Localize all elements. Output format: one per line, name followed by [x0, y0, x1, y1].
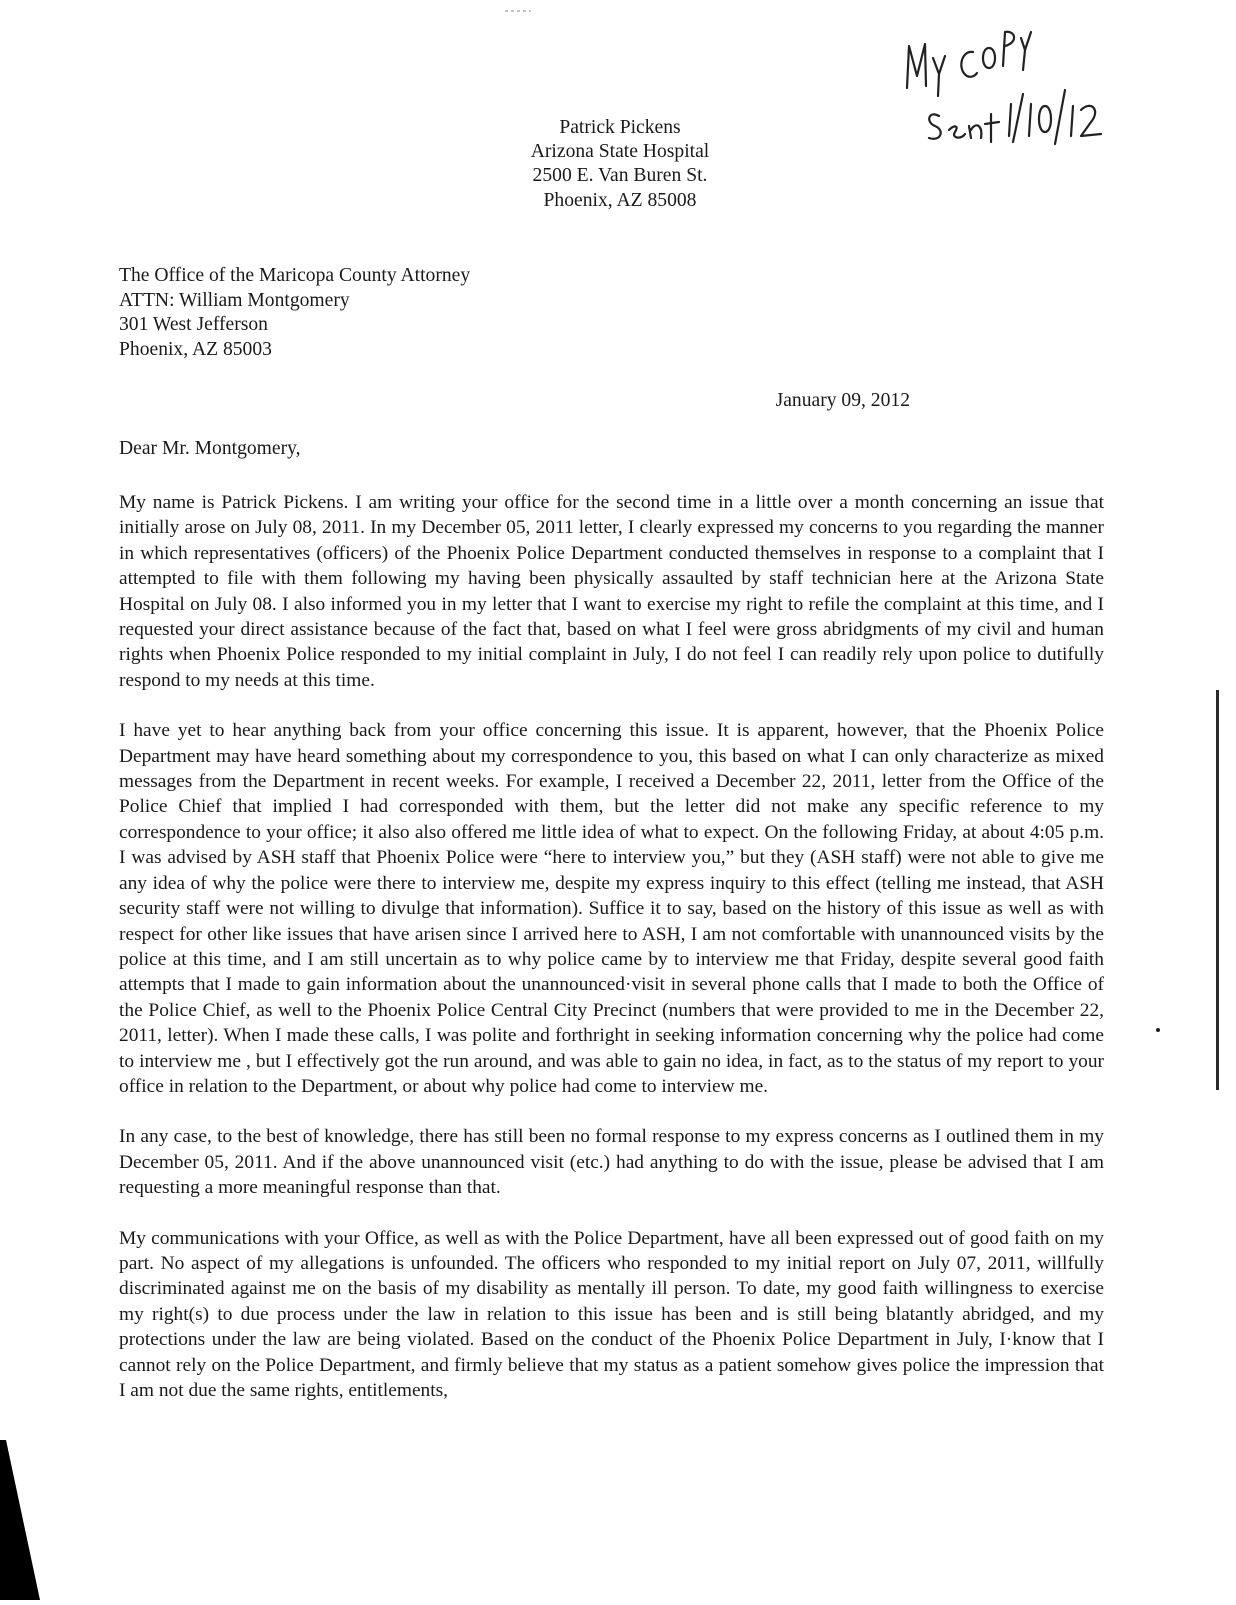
sender-address [470, 116, 770, 213]
recipient-office: The Office of the Maricopa County Attorney [119, 265, 471, 286]
paragraph: My name is Patrick Pickens. I am writing your office for the second time in a little over a month concerning an issue that initially arose on July 08, 2011. In my December 05, 2011 letter, I clearly expressed my concerns to you regarding the manner in which representatives (officers) of the Phoenix Police Department conducted themselves in response to a complaint that I attempted to file with them following my having been physically assaulted by staff technician here at the Arizona State Hospital on July 08. I also informed you in my letter that I want to exercise my right to refile the complaint at this time, and I requested your direct assistance because of the fact that, based on what I feel were gross abridgments of my civil and human rights when Phoenix Police responded to my initial complaint in July, I do not feel I can readily rely upon police to dutifully respond to my needs at this time. [119, 492, 1104, 691]
handwritten-note [895, 18, 1115, 158]
sender-city: Phoenix, AZ 85008 [543, 189, 697, 211]
letter-date: January 09, 2012 [775, 390, 910, 411]
sender-street: 2500 E. Van Buren St. [532, 165, 708, 187]
recipient-city: Phoenix, AZ 85003 [119, 338, 272, 360]
scan-mark [503, 0, 533, 4]
paragraph: I have yet to hear anything back from your office concerning this issue. It is apparent, however, that the Phoenix Police Department may have heard something about my correspondence to you, this based on what I can only characterize as mixed messages from the Department in recent weeks. For example, I received a December 22, 2011, letter from the Office of the Police Chief that implied I had corresponded with them, but the letter did not make any specific reference to my correspondence to your office; it also also offered me little idea of what to expect. On the following Friday, at about 4:05 p.m. I was advised by ASH staff that Phoenix Police were “here to interview you,” but they (ASH staff) were not able to give me any idea of why the police were there to interview me, despite my express inquiry to this effect (telling me instead, that ASH security staff were not willing to divulge that information). Suffice it to say, based on the history of this issue as well as with respect for other like issues that have arisen since I arrived here to ASH, I am not comfortable with unannounced visits by the police at this time, and I am still uncertain as to why police came by to interview me that Friday, despite several good faith attempts that I made to gain information about the unannounced·visit in several phone calls that I made to both the Office of the Police Chief, as well to the Phoenix Police Central City Precinct (numbers that were provided to me in the December 22, 2011, letter). When I made these calls, I was polite and forthright in seeking information concerning why the police had come to interview me , but I effectively got the run around, and was able to gain no idea, in fact, as to the status of my report to your office in relation to the Department, or about why police had come to interview me. [119, 720, 1104, 1097]
sender-organization: Arizona State Hospital [530, 141, 710, 163]
paragraph: In any case, to the best of knowledge, there has still been no formal response to my express concerns as I outlined them in my December 05, 2011. And if the above unannounced visit (etc.) had anything to do with the issue, please be advised that I am requesting a more meaningful response than that. [119, 1126, 1104, 1199]
recipient-street: 301 West Jefferson [119, 314, 268, 336]
salutation: Dear Mr. Montgomery, [119, 438, 301, 459]
scan-speck [1156, 1028, 1160, 1032]
recipient-address [119, 264, 639, 362]
sender-name: Patrick Pickens [559, 117, 681, 138]
paragraph: My communications with your Office, as well as with the Police Department, have all been expressed out of good faith on my part. No aspect of my allegations is unfounded. The officers who responded to my initial report on July 07, 2011, willfully discriminated against me on the basis of my disability as mentally ill person. To date, my good faith willingness to exercise my right(s) to due process under the law in relation to this issue has been and is still being blatantly abridged, and my protections under the law are being violated. Based on the conduct of the Phoenix Police Department in July, I·know that I cannot rely on the Police Department, and firmly believe that my status as a patient somehow gives police the impression that I am not due the same rights, entitlements, [119, 1227, 1104, 1401]
scan-edge-shadow [0, 1440, 44, 1600]
recipient-attention: ATTN: William Montgomery [119, 289, 350, 311]
letter-body [119, 490, 1104, 1428]
scan-edge-line [1216, 690, 1219, 1090]
